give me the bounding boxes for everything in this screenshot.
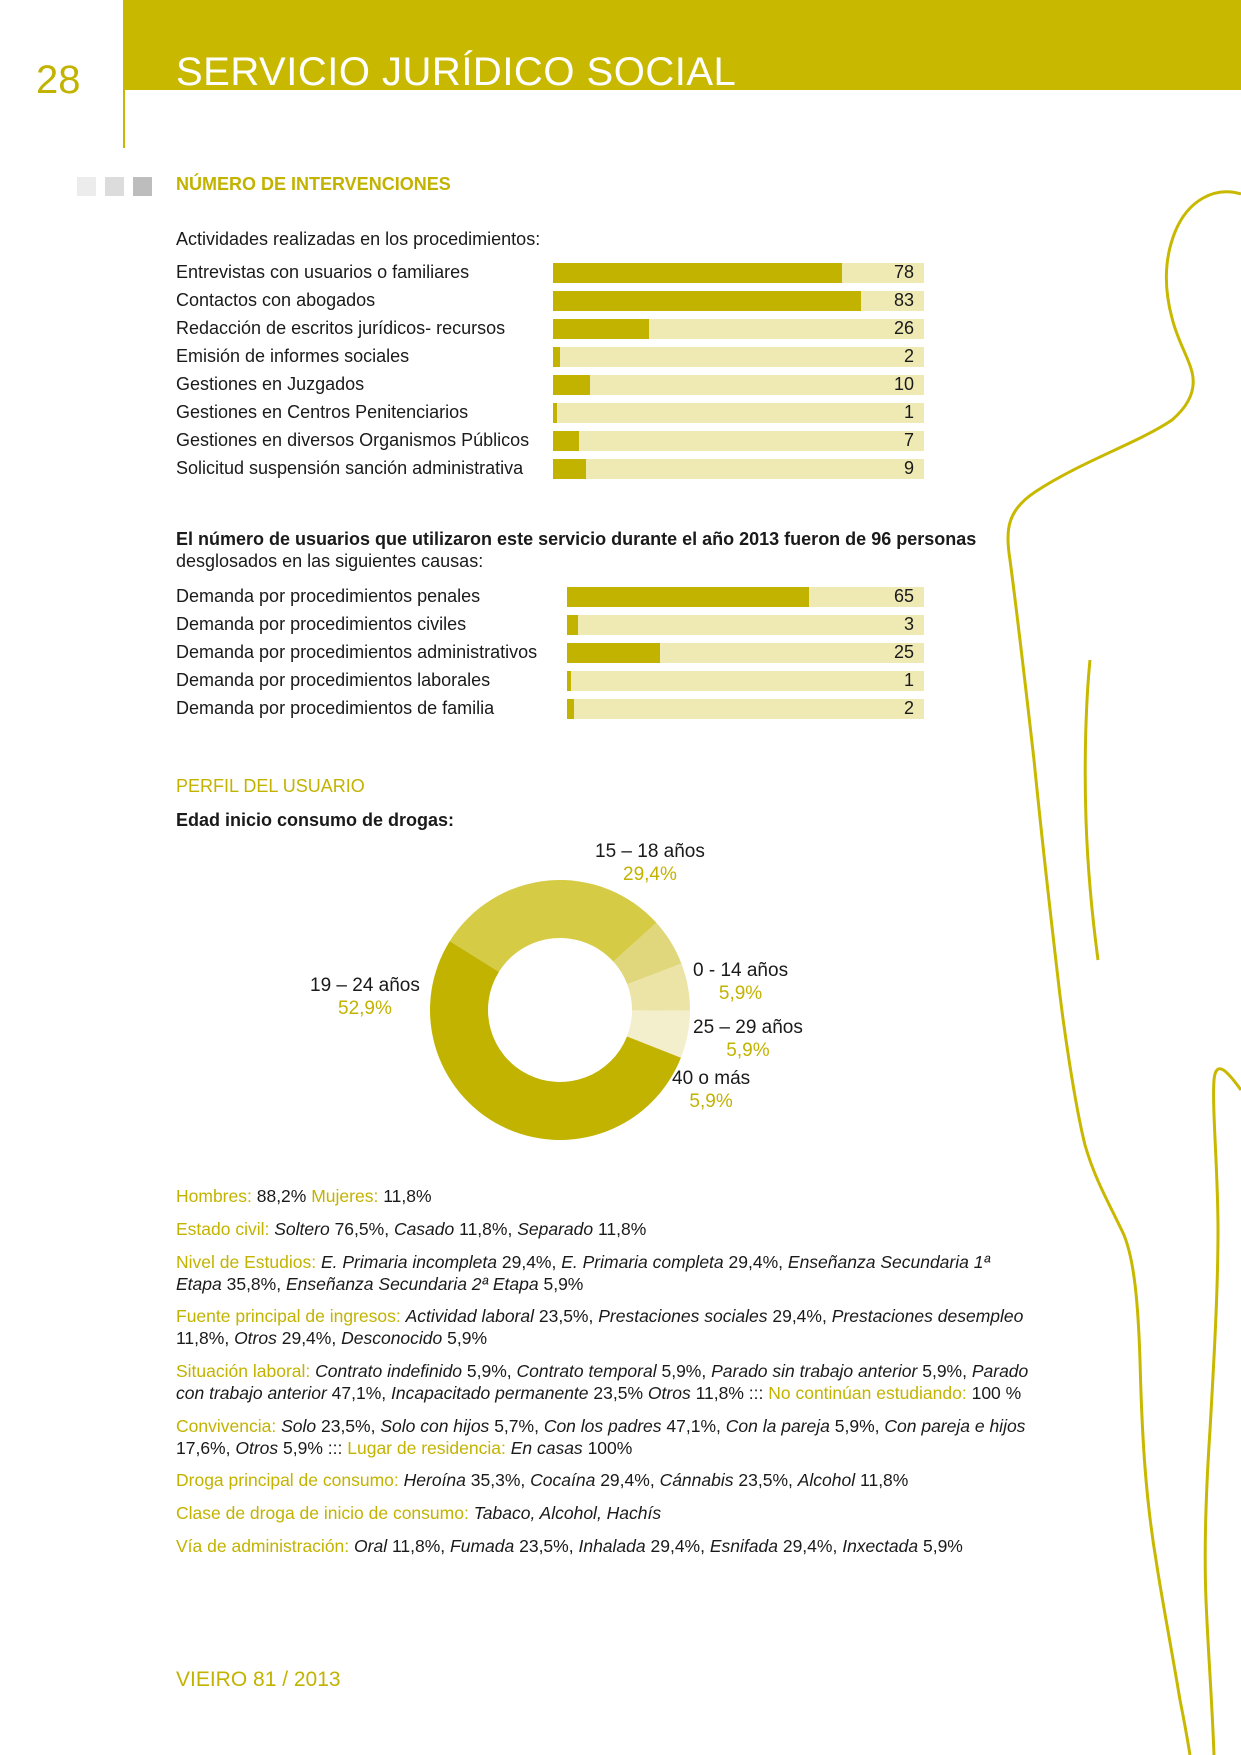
bar (567, 671, 571, 691)
stat-work-status: Situación laboral: Contrato indefinido 5,9%, Contrato temporal 5,9%, Parado sin trabajo anterior 5,9%, Parado con trabajo anterior 47,1%, Incapacitado permanente 23,5% Otros 11,8% ::: No continúan estudiando: 100 % (176, 1361, 1029, 1403)
bar-category-label: Gestiones en Juzgados (176, 374, 365, 394)
bar-value-label: 1 (903, 670, 914, 690)
bar (567, 699, 574, 719)
bar (553, 291, 861, 311)
donut-value-label: 5,9% (726, 1040, 770, 1061)
bar-category-label: Demanda por procedimientos de familia (176, 698, 495, 718)
donut-category-label: 15 – 18 años (595, 841, 705, 862)
bar (553, 263, 842, 283)
bar (567, 615, 578, 635)
donut-label-0-14 (693, 959, 788, 1005)
stat-civil-status: Estado civil: Soltero 76,5%, Casado 11,8%, Separado 11,8% (176, 1219, 647, 1239)
bar (567, 643, 660, 663)
donut-category-label: 19 – 24 años (310, 975, 420, 996)
bar (553, 319, 649, 339)
donut-category-label: 40 o más (672, 1068, 751, 1089)
stat-gender: Hombres: 88,2% Mujeres: 11,8% (176, 1186, 432, 1206)
bar-category-label: Solicitud suspensión sanción administrativa (176, 458, 524, 478)
donut-value-label: 5,9% (718, 983, 763, 1004)
bar-value-label: 2 (903, 698, 914, 718)
bar-value-label: 2 (903, 346, 914, 366)
donut-category-label: 25 – 29 años (693, 1017, 803, 1038)
bar-category-label: Demanda por procedimientos administrativos (176, 642, 538, 662)
stat-initial-drug: Clase de droga de inicio de consumo: Tabaco, Alcohol, Hachís (176, 1503, 662, 1523)
bar-category-label: Demanda por procedimientos laborales (176, 670, 491, 690)
bar-value-label: 9 (903, 458, 914, 478)
donut-category-label: 0 - 14 años (693, 960, 789, 981)
bar-value-label: 78 (893, 262, 914, 282)
bar-category-label: Contactos con abogados (176, 290, 376, 310)
donut-value-label: 5,9% (689, 1091, 733, 1112)
bar-category-label: Gestiones en Centros Penitenciarios (176, 402, 469, 422)
bar-category-label: Demanda por procedimientos civiles (176, 614, 467, 634)
bar-category-label: Emisión de informes sociales (176, 346, 410, 366)
stat-main-drug: Droga principal de consumo: Heroína 35,3%, Cocaína 29,4%, Cánnabis 23,5%, Alcohol 11,8% (176, 1470, 909, 1490)
bar (567, 587, 809, 607)
bar (553, 375, 590, 395)
bar-value-label: 25 (893, 642, 914, 662)
donut-value-label: 29,4% (623, 864, 677, 885)
section-heading-user-profile: PERFIL DEL USUARIO (176, 776, 365, 796)
donut-value-label: 52,9% (338, 998, 392, 1019)
bar-value-label: 65 (893, 586, 914, 606)
section-marker-square (77, 177, 96, 196)
stat-administration-route: Vía de administración: Oral 11,8%, Fumada 23,5%, Inhalada 29,4%, Esnifada 29,4%, Inxectada 5,9% (176, 1536, 963, 1556)
donut-label-15-18 (595, 840, 705, 886)
stat-living: Convivencia: Solo 23,5%, Solo con hijos 5,7%, Con los padres 47,1%, Con la pareja 5,9%, Con pareja e hijos 17,6%, Otros 5,9% ::: Lugar de residencia: En casas 100% (176, 1416, 1026, 1458)
age-donut-chart (430, 880, 690, 1140)
bar (553, 403, 557, 423)
donut-label-40-plus (672, 1067, 750, 1113)
bar-value-label: 83 (893, 290, 914, 310)
bar-category-label: Entrevistas con usuarios o familiares (176, 262, 470, 282)
bar-value-label: 7 (903, 430, 914, 450)
page-title: SERVICIO JURÍDICO SOCIAL (176, 50, 737, 94)
donut-chart-title: Edad inicio consumo de drogas: (176, 810, 455, 830)
bar-value-label: 1 (903, 402, 914, 422)
bar (553, 431, 579, 451)
bar-value-label: 3 (903, 614, 914, 634)
footer-publication: VIEIRO 81 / 2013 (176, 1668, 341, 1691)
bar-value-label: 10 (893, 374, 914, 394)
bar (553, 459, 586, 479)
section-heading-interventions: NÚMERO DE INTERVENCIONES (176, 174, 451, 194)
users-summary-line: El número de usuarios que utilizaron este servicio durante el año 2013 fueron de 96 personas (176, 529, 977, 549)
section-marker-square (133, 177, 152, 196)
bar-category-label: Redacción de escritos jurídicos- recursos (176, 318, 506, 338)
activities-intro: Actividades realizadas en los procedimientos: (176, 229, 541, 249)
section-marker-square (105, 177, 124, 196)
bar-category-label: Demanda por procedimientos penales (176, 586, 481, 606)
page-number: 28 (36, 58, 81, 102)
stat-income: Fuente principal de ingresos: Actividad laboral 23,5%, Prestaciones sociales 29,4%, Prestaciones desempleo 11,8%, Otros 29,4%, Desconocido 5,9% (176, 1306, 1024, 1348)
users-summary-subline: desglosados en las siguientes causas: (176, 551, 484, 571)
donut-label-25-29 (693, 1016, 803, 1062)
bar (553, 347, 560, 367)
stat-education: Nivel de Estudios: E. Primaria incompleta 29,4%, E. Primaria completa 29,4%, Enseñanza Secundaria 1ª Etapa 35,8%, Enseñanza Secundaria 2ª Etapa 5,9% (176, 1252, 990, 1294)
bar-category-label: Gestiones en diversos Organismos Públicos (176, 430, 530, 450)
donut-label-19-24 (310, 974, 420, 1020)
bar-value-label: 26 (893, 318, 914, 338)
header-divider (123, 0, 125, 148)
